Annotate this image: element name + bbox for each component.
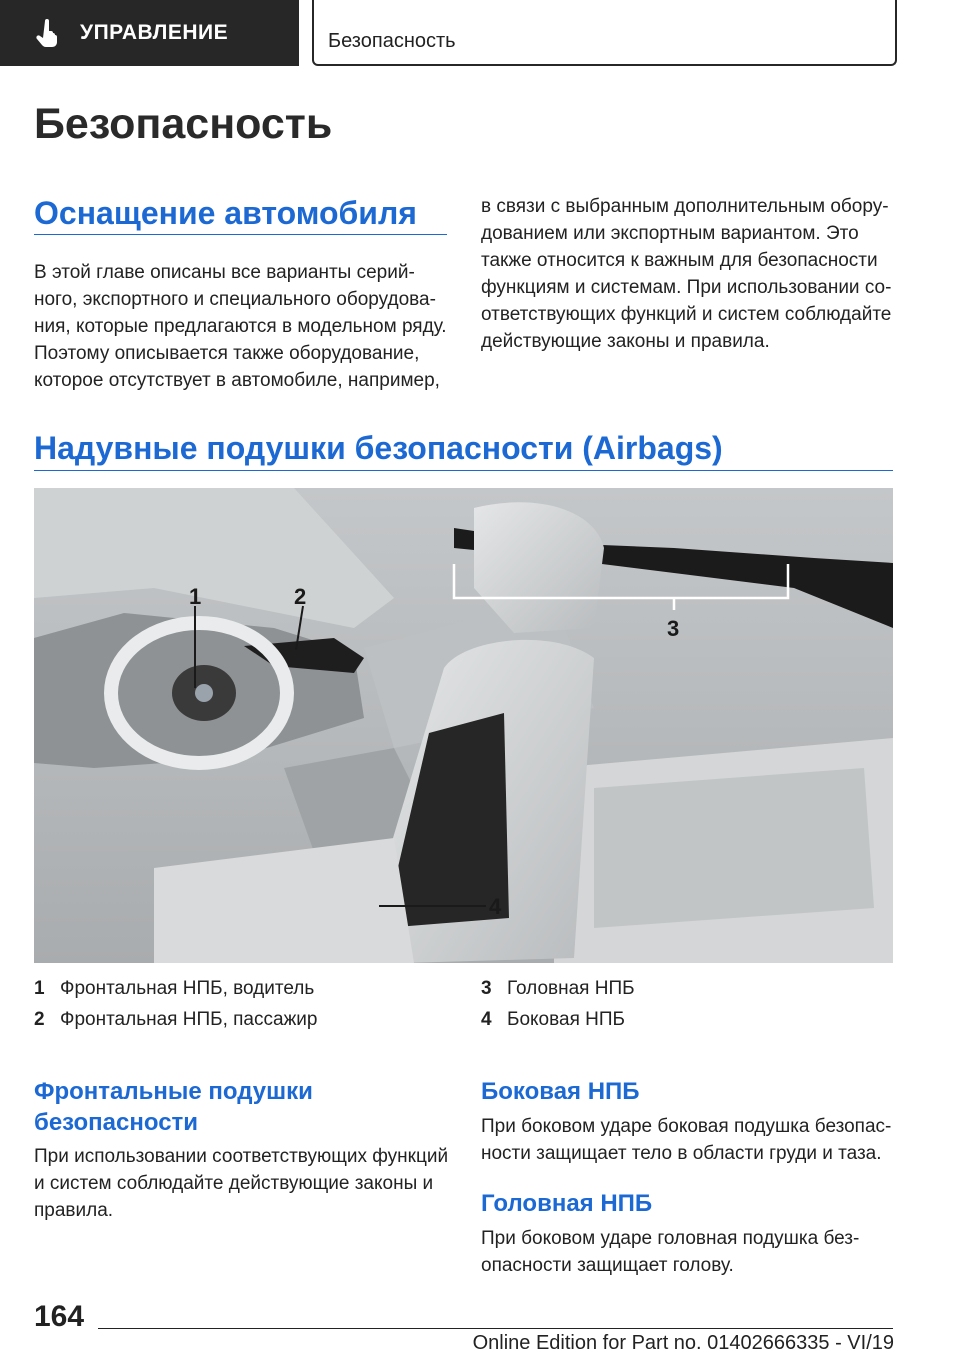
figure-label-2: 2	[294, 584, 307, 609]
callout-number: 3	[481, 978, 492, 999]
text-line: правила.	[34, 1200, 114, 1221]
wheel-logo	[195, 684, 213, 702]
rear-seat-back	[594, 768, 874, 928]
figure-label-3: 3	[667, 616, 680, 641]
callout-text: Фронтальная НПБ, пассажир	[60, 1009, 318, 1030]
text-line: опасности защищает голову.	[481, 1255, 734, 1276]
header-section-tab	[0, 0, 299, 66]
text-line: ния, которые предлагаются в модельном ряду.	[34, 316, 447, 337]
callout-text: Головная НПБ	[507, 978, 635, 999]
equipment-text-right	[481, 193, 901, 355]
text-line: ного, экспортного и специального оборудова-	[34, 289, 436, 310]
text-line: функциям и системам. При использовании со-	[481, 277, 892, 298]
front-airbags-title-line: безопасности	[34, 1109, 199, 1136]
front-airbags-title-line: Фронтальные подушки	[34, 1078, 313, 1105]
text-line: В этой главе описаны все варианты серий-	[34, 262, 415, 283]
callout-text: Боковая НПБ	[507, 1009, 625, 1030]
callout-text: Фронтальная НПБ, водитель	[60, 978, 315, 999]
side-airbag-title: Боковая НПБ	[481, 1078, 640, 1105]
text-line: При боковом ударе боковая подушка безопас-	[481, 1116, 892, 1137]
header-chapter-label: Безопасность	[328, 30, 456, 52]
text-line: также относится к важным для безопасности	[481, 250, 878, 271]
figure-label-4: 4	[489, 894, 502, 919]
equipment-text-left	[34, 259, 454, 394]
callout-item-2	[34, 1008, 317, 1032]
text-line: ответствующих функций и систем соблюдайте	[481, 304, 892, 325]
front-airbags-title	[34, 1076, 313, 1138]
front-airbags-text	[34, 1143, 459, 1224]
figure-label-1: 1	[189, 584, 202, 609]
callout-item-3	[481, 977, 635, 1001]
callout-item-4	[481, 1008, 625, 1032]
text-line: и систем соблюдайте действующие законы и	[34, 1173, 434, 1194]
text-line: которое отсутствует в автомобиле, например,	[34, 370, 440, 391]
callout-number: 2	[34, 1009, 45, 1030]
callout-number: 1	[34, 978, 45, 999]
footer-rule	[98, 1328, 893, 1329]
page-title: Безопасность	[34, 100, 333, 148]
text-line: дованием или экспортным вариантом. Это	[481, 223, 859, 244]
head-airbag-title: Головная НПБ	[481, 1190, 653, 1217]
header-section-label: УПРАВЛЕНИЕ	[80, 21, 229, 44]
side-airbag-text	[481, 1113, 901, 1167]
hand-pointer-icon	[36, 18, 66, 48]
equipment-rule	[34, 234, 447, 235]
text-line: При боковом ударе головная подушка без-	[481, 1228, 860, 1249]
footer-edition: Online Edition for Part no. 01402666335 - VI/19	[472, 1332, 894, 1354]
airbags-rule	[34, 470, 893, 471]
page-number: 164	[34, 1300, 85, 1333]
text-line: Поэтому описывается также оборудование,	[34, 343, 420, 364]
equipment-title: Оснащение автомобиля	[34, 195, 417, 231]
airbag-illustration-svg	[34, 488, 893, 963]
head-airbag-text	[481, 1225, 901, 1279]
callout-number: 4	[481, 1009, 492, 1030]
text-line: ности защищает тело в области груди и таза.	[481, 1143, 882, 1164]
text-line: действующие законы и правила.	[481, 331, 770, 352]
airbags-title: Надувные подушки безопасности (Airbags)	[34, 430, 723, 466]
text-line: При использовании соответствующих функций	[34, 1146, 449, 1167]
header-chapter-tab	[312, 0, 897, 66]
text-line: в связи с выбранным дополнительным обору-	[481, 196, 889, 217]
callout-item-1	[34, 977, 314, 1001]
airbag-illustration	[34, 488, 893, 963]
